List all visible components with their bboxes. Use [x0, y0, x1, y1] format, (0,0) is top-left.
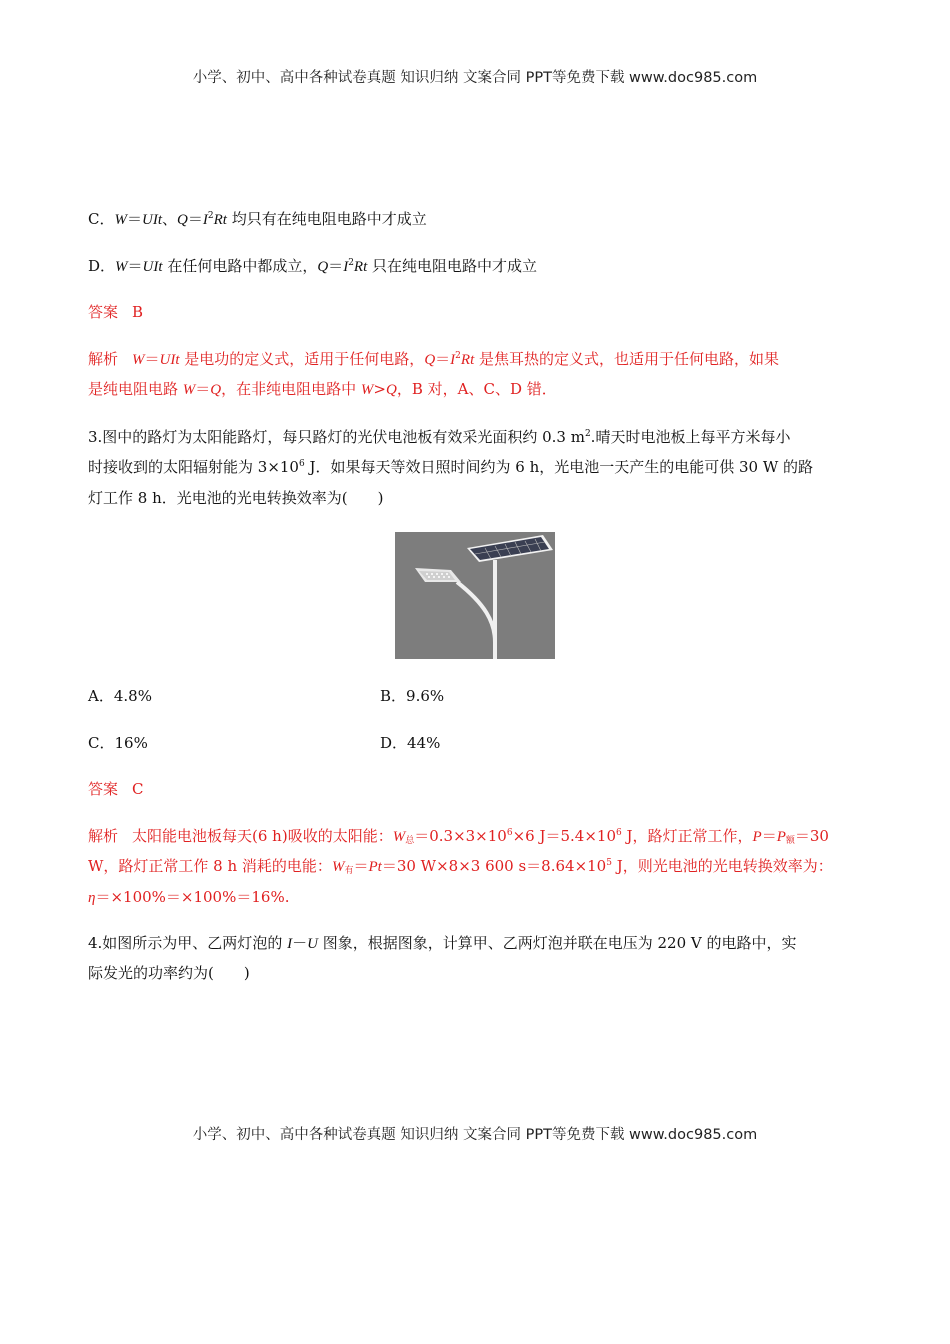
option-d: D．44%	[380, 734, 441, 752]
var: UIt	[142, 212, 162, 228]
var: P	[752, 829, 762, 845]
var: Rt	[460, 352, 475, 368]
text: 是纯电阻电路	[88, 380, 183, 398]
var: Q	[386, 382, 397, 398]
solar-street-lamp-image	[395, 532, 555, 659]
text: 时接收到的太阳辐射能为 3×10	[88, 458, 299, 476]
text: 是焦耳热的定义式，也适用于任何电路，如果	[474, 350, 780, 368]
op: ＝	[144, 350, 160, 368]
analysis-q3-line3	[88, 887, 868, 908]
exponent: 6	[615, 828, 622, 838]
text: ＝30 W×8×3 600 s＝8.64×10	[381, 857, 607, 875]
exponent: 5	[606, 858, 612, 868]
question-4-line1	[88, 933, 868, 954]
analysis-q2-line2	[88, 379, 868, 400]
var: W	[132, 352, 145, 368]
op: ＝	[435, 350, 451, 368]
op: >	[373, 380, 386, 398]
analysis-q2-line1	[88, 349, 868, 370]
option-label: D．	[88, 257, 116, 275]
op: ＝	[126, 210, 142, 228]
var: W	[392, 829, 406, 845]
text: ，B 对，A、C、D 错．	[396, 380, 557, 398]
op: ＝	[127, 257, 143, 275]
text: 4.如图所示为甲、乙两灯泡的	[88, 934, 288, 952]
var: Pt	[368, 859, 382, 875]
exponent: 2	[348, 258, 354, 268]
op: ＝	[761, 827, 777, 845]
text: ×6 J＝5.4×10	[512, 827, 616, 845]
var: Q	[424, 352, 436, 368]
var: I	[202, 212, 208, 228]
exponent: 2	[207, 211, 214, 221]
var: Q	[317, 259, 329, 275]
text: W，路灯正常工作 8 h 消耗的电能：	[88, 857, 332, 875]
var: I	[450, 352, 456, 368]
var: W	[360, 382, 374, 398]
option-label: C．	[88, 210, 115, 228]
text: 均只有在纯电阻电路中才成立	[226, 210, 427, 228]
analysis-label: 解析	[88, 827, 119, 845]
var: η	[88, 890, 96, 906]
text: ＝×100%＝×100%＝16%.	[95, 888, 290, 906]
analysis-label: 解析	[88, 350, 119, 368]
var: UIt	[142, 259, 163, 275]
text: 太阳能电池板每天(6 h)吸收的太阳能：	[132, 827, 393, 845]
subscript: 额	[785, 836, 795, 846]
text: ＝30	[794, 827, 829, 845]
var: U	[307, 936, 318, 952]
answer-value: B	[132, 303, 144, 321]
var: W	[331, 859, 345, 875]
text: ，在非纯电阻电路中	[221, 380, 361, 398]
answer-label: 答案	[88, 303, 119, 321]
page-header: 小学、初中、高中各种试卷真题 知识归纳 文案合同 PPT等免费下载 www.doc985.com	[192, 70, 758, 86]
text: 只在纯电阻电路中才成立	[367, 257, 538, 275]
text: 图象，根据图象，计算甲、乙两灯泡并联在电压为 220 V 的电路中，实	[317, 934, 797, 952]
text: 是电功的定义式，适用于任何电路，	[179, 350, 425, 368]
page-footer: 小学、初中、高中各种试卷真题 知识归纳 文案合同 PPT等免费下载 www.doc985.com	[192, 1127, 758, 1143]
analysis-q3-line2	[88, 856, 868, 877]
var: Q	[210, 382, 222, 398]
option-d	[88, 256, 868, 277]
question-4-line2: 际发光的功率约为( )	[88, 964, 250, 982]
answer-q3	[88, 779, 868, 799]
subscript: 有	[344, 866, 354, 876]
exponent: 2	[584, 429, 591, 439]
var: Rt	[213, 212, 227, 228]
text: J，则光电池的光电转换效率为：	[611, 857, 833, 875]
var: Rt	[353, 259, 368, 275]
var: I	[343, 259, 349, 275]
text: 在任何电路中都成立，	[162, 257, 318, 275]
answer-value: C	[132, 780, 144, 798]
question-3-line2	[88, 457, 868, 477]
var: P	[776, 829, 786, 845]
text: ＝0.3×3×10	[414, 827, 507, 845]
option-b: B．9.6%	[380, 687, 445, 705]
op: ＝	[353, 857, 369, 875]
exponent: 6	[298, 459, 305, 469]
op: ＝	[195, 380, 211, 398]
option-c	[88, 209, 868, 230]
op: ＝	[328, 257, 344, 275]
answer-label: 答案	[88, 780, 119, 798]
question-3-line1	[88, 427, 868, 447]
option-a: A．4.8%	[88, 687, 152, 705]
var: I	[287, 936, 293, 952]
text: J．如果每天等效日照时间约为 6 h，光电池一天产生的电能可供 30 W 的路	[304, 458, 814, 476]
answer-q2	[88, 302, 868, 322]
subscript: 总	[405, 836, 415, 846]
option-c: C．16%	[88, 734, 148, 752]
solar-street-lamp-drawing	[395, 532, 555, 659]
op: ＝	[187, 210, 203, 228]
exponent: 2	[455, 351, 461, 361]
var: UIt	[159, 352, 180, 368]
text: 3.图中的路灯为太阳能路灯，每只路灯的光伏电池板有效采光面积约 0.3 m	[88, 428, 585, 446]
var: W	[182, 382, 196, 398]
var: Q	[177, 212, 188, 228]
text: 、	[162, 210, 178, 228]
var: W	[115, 259, 128, 275]
analysis-q3-line1	[88, 826, 868, 847]
exponent: 6	[506, 828, 513, 838]
var: W	[114, 212, 127, 228]
text: J，路灯正常工作，	[621, 827, 753, 845]
op: －	[292, 934, 308, 952]
text: .晴天时电池板上每平方米每小	[590, 428, 791, 446]
question-3-line3: 灯工作 8 h．光电池的光电转换效率为( )	[88, 489, 384, 507]
